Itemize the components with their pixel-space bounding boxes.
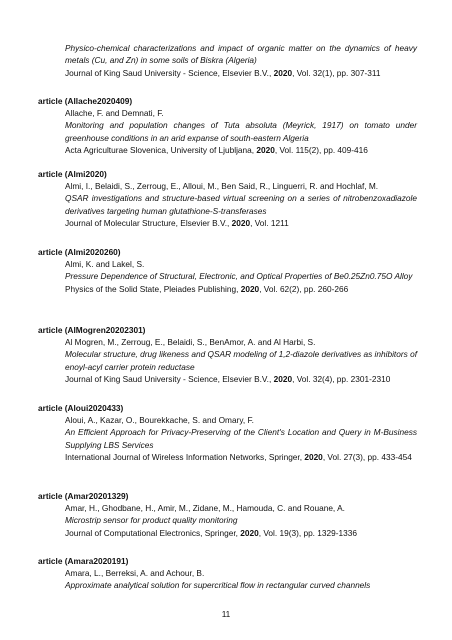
bib-entry (38, 324, 418, 385)
entry-title: An Efficient Approach for Privacy-Preserving of the Client's Location and Query in M-Business Supplying LBS Services (65, 427, 417, 450)
entry-journal: International Journal of Wireless Information Networks, Springer, 2020, Vol. 27(3), pp. 433-454 (65, 451, 412, 462)
entry-key: article (AlMogren20202301) (38, 325, 146, 335)
entry-journal: Acta Agriculturae Slovenica, University of Ljubljana, 2020, Vol. 115(2), pp. 409-416 (65, 144, 368, 155)
entry-key: article (Allache2020409) (38, 96, 133, 106)
entry-key: article (Amara2020191) (38, 556, 129, 566)
bib-entry (38, 490, 418, 539)
entry-title: Molecular structure, drug likeness and QSAR modeling of 1,2-diazole derivatives as inhibitors of enoyl-acyl carrier protein reductase (65, 349, 417, 372)
entry-authors: Aloui, A., Kazar, O., Bourekkache, S. and Omary, F. (65, 415, 254, 425)
entry-key: article (Almi2020260) (38, 247, 121, 257)
entry-authors: Amara, L., Berreksi, A. and Achour, B. (65, 568, 205, 578)
entry-title: QSAR investigations and structure-based virtual screening on a series of nitrobenzoxadiazole derivatives targeting human glutathione-S-transferases (65, 193, 417, 216)
bib-entry (38, 402, 418, 463)
entry-journal: Journal of Computational Electronics, Springer, 2020, Vol. 19(3), pp. 1329-1336 (65, 527, 357, 538)
entry-authors: Amar, H., Ghodbane, H., Amir, M., Zidane, M., Hamouda, C. and Rouane, A. (65, 503, 345, 513)
entry-title: Microstrip sensor for product quality monitoring (65, 515, 238, 526)
entry-key: article (Almi2020) (38, 169, 107, 179)
entry-key: article (Amar20201329) (38, 491, 129, 501)
bib-entry (38, 246, 418, 295)
bib-entry (38, 95, 418, 156)
entry-authors: Al Mogren, M., Zerroug, E., Belaidi, S., BenAmor, A. and Al Harbi, S. (65, 337, 316, 347)
entry-authors: Allache, F. and Demnati, F. (65, 108, 164, 118)
page-number: 11 (221, 609, 231, 619)
entry-journal: Journal of King Saud University - Science, Elsevier B.V., 2020, Vol. 32(1), pp. 307-311 (65, 67, 381, 78)
bib-entry (38, 42, 418, 79)
entry-title: Physico-chemical characterizations and impact of organic matter on the dynamics of heavy metals (Cu, and Zn) in some soils of Biskra (Algeria) (65, 43, 417, 66)
bib-entry (38, 168, 418, 229)
entry-journal: Journal of Molecular Structure, Elsevier B.V., 2020, Vol. 1211 (65, 217, 289, 228)
entry-key: article (Aloui2020433) (38, 403, 124, 413)
entry-authors: Almi, I., Belaidi, S., Zerroug, E., Alloui, M., Ben Said, R., Linguerri, R. and Hochlaf, M. (65, 181, 379, 191)
entry-journal: Journal of King Saud University - Science, Elsevier B.V., 2020, Vol. 32(4), pp. 2301-2310 (65, 373, 391, 384)
entry-title: Pressure Dependence of Structural, Electronic, and Optical Properties of Be0.25Zn0.75O Alloy (65, 271, 413, 282)
entry-title: Monitoring and population changes of Tuta absoluta (Meyrick, 1917) on tomato under greenhouse conditions in an arid expanse of south-eastern Algeria (65, 120, 417, 143)
entry-journal: Physics of the Solid State, Pleiades Publishing, 2020, Vol. 62(2), pp. 260-266 (65, 283, 349, 294)
entry-title: Approximate analytical solution for supercritical flow in rectangular curved channels (65, 580, 371, 591)
entry-authors: Almi, K. and Lakel, S. (65, 259, 145, 269)
bib-entry (38, 555, 418, 592)
